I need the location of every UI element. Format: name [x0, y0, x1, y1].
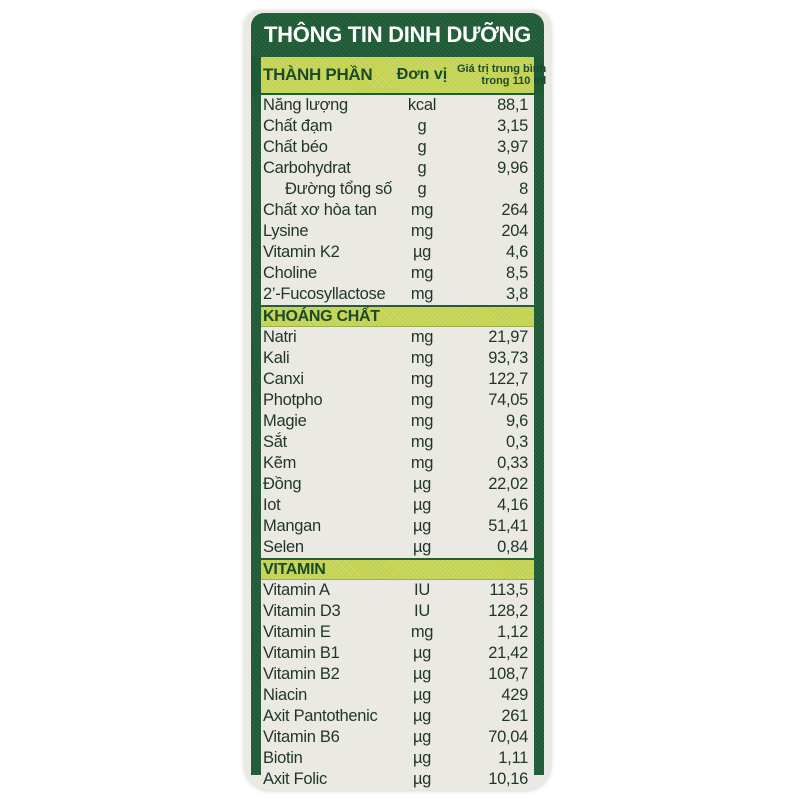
row-value: 264 — [501, 201, 528, 219]
row-value: 429 — [501, 686, 528, 704]
table-row — [261, 369, 534, 390]
row-name: Selen — [263, 538, 304, 556]
row-value: 108,7 — [488, 665, 528, 683]
row-value: 3,8 — [505, 285, 528, 303]
column-header-value-line1: Giá trị trung bình — [457, 62, 547, 75]
row-unit: µg — [412, 665, 432, 683]
row-unit: mg — [410, 222, 434, 240]
row-value: 21,42 — [488, 644, 528, 662]
nutrition-label — [244, 10, 551, 790]
row-name: Kali — [263, 349, 290, 367]
row-value: 93,73 — [488, 349, 528, 367]
row-unit: kcal — [407, 96, 437, 114]
table-row — [261, 242, 534, 263]
row-unit: mg — [410, 433, 434, 451]
row-name: Chất đạm — [263, 117, 333, 135]
row-value: 0,33 — [497, 454, 528, 472]
table-row — [261, 474, 534, 495]
section-header-band — [261, 558, 534, 580]
table-row — [261, 411, 534, 432]
row-value: 10,16 — [488, 770, 528, 788]
row-unit: g — [417, 117, 427, 135]
row-unit: mg — [410, 391, 434, 409]
table-row — [261, 263, 534, 284]
table-row — [261, 495, 534, 516]
row-unit: µg — [412, 496, 432, 514]
table-row — [261, 137, 534, 158]
row-value: 0,84 — [497, 538, 528, 556]
table-row — [261, 200, 534, 221]
row-value: 51,41 — [488, 517, 528, 535]
row-unit: µg — [412, 517, 432, 535]
row-unit: µg — [412, 538, 432, 556]
table-row — [261, 327, 534, 348]
row-unit: µg — [412, 749, 432, 767]
row-value: 0,3 — [505, 433, 528, 451]
row-unit: µg — [412, 707, 432, 725]
table-row — [261, 685, 534, 706]
row-value: 122,7 — [488, 370, 528, 388]
row-unit: µg — [412, 475, 432, 493]
row-value: 22,02 — [488, 475, 528, 493]
row-value: 4,16 — [497, 496, 528, 514]
row-unit: mg — [410, 454, 434, 472]
table-row — [261, 537, 534, 558]
section-title: VITAMIN — [263, 560, 326, 578]
table-row — [261, 516, 534, 537]
row-name: Niacin — [263, 686, 308, 704]
table-row — [261, 95, 534, 116]
row-value: 70,04 — [488, 728, 528, 746]
row-value: 113,5 — [489, 581, 528, 599]
row-unit: µg — [412, 770, 432, 788]
row-value: 74,05 — [488, 391, 528, 409]
row-name: Đường tổng số — [285, 180, 392, 198]
row-name: Chất xơ hòa tan — [263, 201, 377, 219]
row-value: 9,96 — [497, 159, 528, 177]
row-name: Vitamin B6 — [263, 728, 340, 746]
row-value: 4,6 — [505, 243, 528, 261]
table-row — [261, 706, 534, 727]
row-name: Carbohydrat — [263, 159, 351, 177]
row-name: Sắt — [263, 433, 287, 451]
row-unit: µg — [412, 243, 432, 261]
row-unit: mg — [410, 370, 434, 388]
row-value: 9,6 — [505, 412, 528, 430]
row-name: Choline — [263, 264, 317, 282]
row-value: 3,97 — [497, 138, 528, 156]
row-name: Iot — [263, 496, 281, 514]
table-row — [261, 748, 534, 769]
row-name: Vitamin B1 — [263, 644, 340, 662]
row-name: Vitamin K2 — [263, 243, 340, 261]
row-unit: g — [417, 159, 427, 177]
table-row — [261, 453, 534, 474]
label-title: THÔNG TIN DINH DƯỠNG — [264, 22, 531, 47]
table-body — [261, 95, 534, 790]
section-title: KHOÁNG CHẤT — [263, 307, 380, 325]
column-header-row — [251, 57, 547, 95]
row-name: Canxi — [263, 370, 304, 388]
row-name: Kẽm — [263, 454, 297, 472]
table-row — [261, 221, 534, 242]
row-name: Vitamin A — [263, 581, 330, 599]
row-unit: mg — [410, 349, 434, 367]
row-name: Axit Pantothenic — [263, 707, 378, 725]
column-header-unit: Đơn vị — [396, 66, 448, 83]
row-name: Mangan — [263, 517, 321, 535]
row-value: 1,12 — [497, 623, 528, 641]
row-value: 88,1 — [497, 96, 528, 114]
frame-left-border — [251, 95, 261, 775]
row-name: Đồng — [263, 475, 302, 493]
row-unit: mg — [410, 412, 434, 430]
table-row — [261, 390, 534, 411]
row-name: Chất béo — [263, 138, 328, 156]
table-row — [261, 643, 534, 664]
table-row — [261, 580, 534, 601]
row-value: 21,97 — [488, 328, 528, 346]
section-header-band — [261, 305, 534, 327]
row-name: Natri — [263, 328, 297, 346]
row-unit: g — [417, 180, 427, 198]
row-name: 2’-Fucosyllactose — [263, 285, 386, 303]
table-row — [261, 179, 534, 200]
table-row — [261, 348, 534, 369]
row-value: 128,2 — [488, 602, 528, 620]
row-unit: mg — [410, 201, 434, 219]
label-title-band — [251, 13, 544, 57]
table-row — [261, 769, 534, 790]
row-unit: µg — [412, 644, 432, 662]
row-value: 8,5 — [505, 264, 528, 282]
table-row — [261, 727, 534, 748]
row-unit: µg — [412, 686, 432, 704]
row-value: 204 — [501, 222, 528, 240]
column-header-ingredient: THÀNH PHẦN — [263, 65, 373, 84]
row-name: Năng lượng — [263, 96, 348, 114]
row-unit: mg — [410, 285, 434, 303]
row-name: Vitamin D3 — [263, 602, 341, 620]
row-unit: mg — [410, 328, 434, 346]
row-unit: IU — [414, 581, 430, 599]
row-unit: µg — [412, 728, 432, 746]
table-row — [261, 432, 534, 453]
row-name: Axit Folic — [263, 770, 327, 788]
row-name: Magie — [263, 412, 307, 430]
column-header-value — [457, 63, 546, 88]
table-row — [261, 622, 534, 643]
row-value: 1,11 — [498, 749, 528, 767]
row-name: Photpho — [263, 391, 323, 409]
row-name: Vitamin B2 — [263, 665, 340, 683]
table-row — [261, 664, 534, 685]
row-value: 8 — [519, 180, 528, 198]
table-row — [261, 284, 534, 305]
row-value: 3,15 — [497, 117, 528, 135]
row-unit: IU — [414, 602, 430, 620]
table-row — [261, 601, 534, 622]
row-name: Biotin — [263, 749, 303, 767]
row-name: Lysine — [263, 222, 309, 240]
table-row — [261, 116, 534, 137]
frame-right-border — [534, 95, 544, 775]
row-value: 261 — [501, 707, 528, 725]
table-row — [261, 158, 534, 179]
row-unit: mg — [410, 623, 434, 641]
row-unit: g — [417, 138, 427, 156]
row-name: Vitamin E — [263, 623, 331, 641]
row-unit: mg — [410, 264, 434, 282]
column-header-value-line2: trong 110 ml — [481, 75, 547, 87]
